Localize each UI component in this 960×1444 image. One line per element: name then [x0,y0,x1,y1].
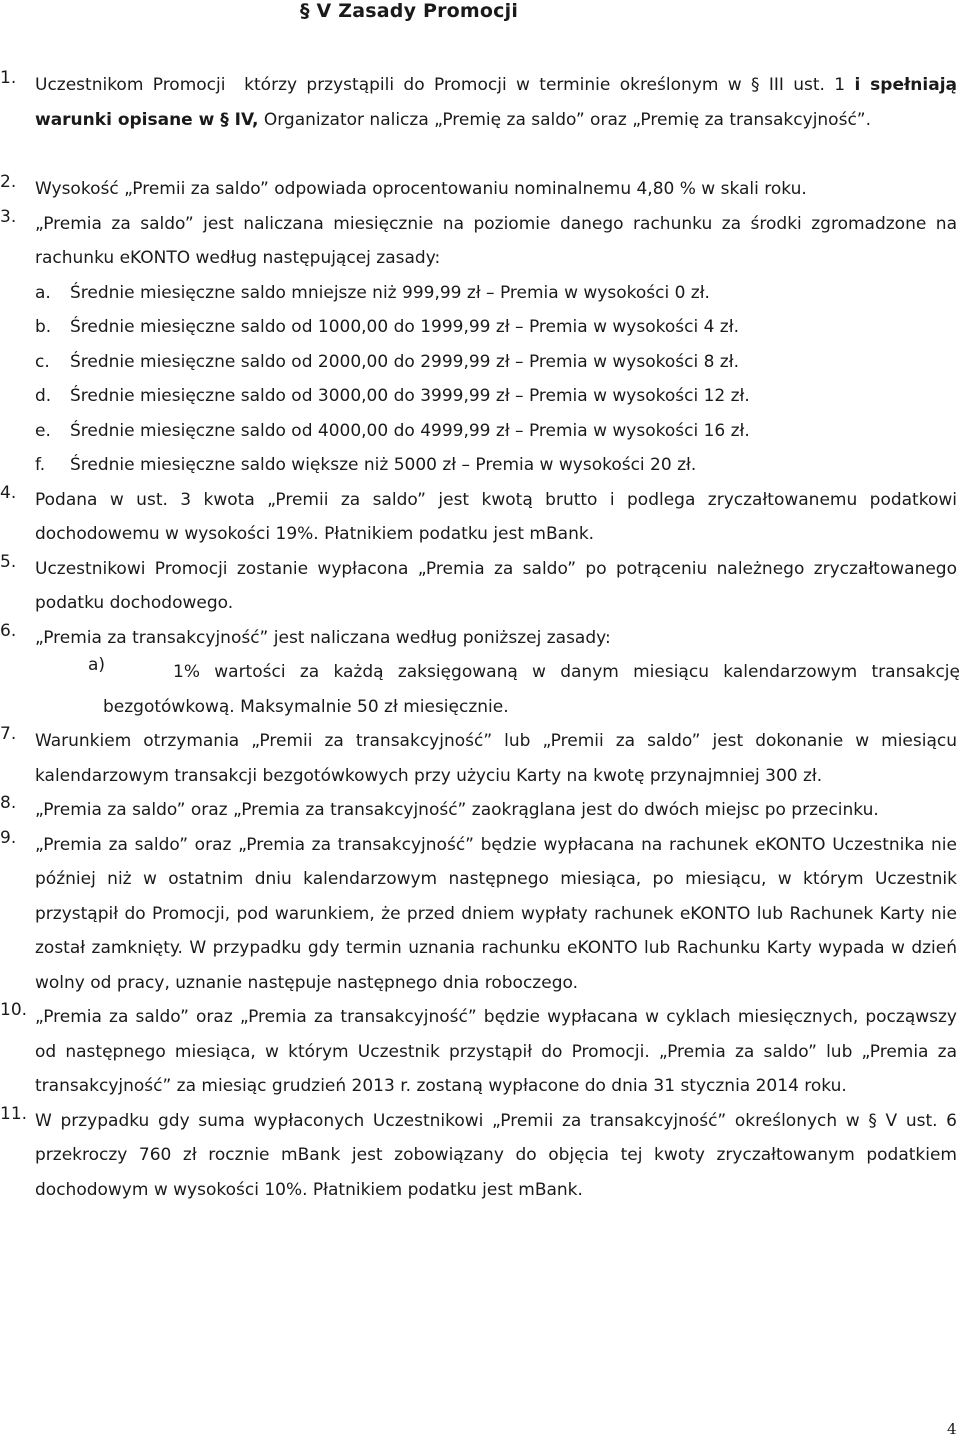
sub-item-text: Średnie miesięczne saldo mniejsze niż 999,99 zł – Premia w wysokości 0 zł. [70,282,710,303]
list-item [0,207,957,276]
item-text: „Premia za saldo” jest naliczana miesięcznie na poziomie danego rachunku za środki zgromadzone na rachunku eKONTO według następującej zasady: [35,213,957,268]
bold-phrase: i spełniają warunki opisane w § IV, [35,75,957,130]
list-item [0,621,957,656]
list-item [0,483,957,552]
item-text: Warunkiem otrzymania „Premii za transakcyjność” lub „Premii za saldo” jest dokonanie w miesiącu kalendarzowym transakcji bezgotówkowych przy użyciu Karty na kwotę przynajmniej 300 zł. [35,731,957,786]
sub-item-text: Średnie miesięczne saldo od 3000,00 do 3999,99 zł – Premia w wysokości 12 zł. [70,386,750,406]
sub-item-text: Średnie miesięczne saldo od 1000,00 do 1999,99 zł – Premia w wysokości 4 zł. [70,317,739,337]
page-number: 4 [947,1420,957,1438]
sub-item-letter: f. [35,455,46,475]
item-number: 10. [0,1000,28,1020]
list-item [0,724,957,793]
sub-item-letter: d. [35,386,52,406]
item-number: 9. [0,827,17,848]
sub-item-letter: c. [35,351,50,372]
item-number: 7. [0,724,17,744]
list-item [0,828,957,1001]
item-text: „Premia za saldo” oraz „Premia za transakcyjność” będzie wypłacana na rachunek eKONTO Uczestnika nie później niż w ostatnim dniu kalendarzowym następnego miesiąca, po miesiącu, w którym Uczestnik przystąpił do Promocji, pod warunkiem, że przed dniem wypłaty rachunek eKONTO lub Rachunek Karty nie został zamknięty. W przypadku gdy termin uznania rachunku eKONTO lub Rachunku Karty wypada w dzień wolny od pracy, uznanie następuje następnego dnia roboczego. [35,834,957,993]
item-number: 5. [0,551,17,572]
list-item [0,552,957,621]
sub-list-item [0,276,960,311]
sub-list-item [0,448,960,483]
sub-item-letter: b. [35,317,52,337]
sub-list-saldo [0,276,960,483]
sub-item-text: Średnie miesięczne saldo od 2000,00 do 2999,99 zł – Premia w wysokości 8 zł. [70,351,739,372]
list-item [0,1104,957,1208]
list-item [0,172,957,207]
sub-item-letter: e. [35,420,51,441]
item-number: 8. [0,793,17,813]
sub-item-text: Średnie miesięczne saldo od 4000,00 do 4999,99 zł – Premia w wysokości 16 zł. [70,420,750,441]
sub-item-letter: a) [88,655,106,675]
item-text: Uczestnikom Promocji którzy przystąpili do Promocji w terminie określonym w § III ust. 1 i spełniają warunki opisane w § IV, Organizator nalicza „Premię za saldo” oraz „Premię za transakcyjność”. [35,75,957,130]
item-number: 6. [0,620,17,641]
item-text: Podana w ust. 3 kwota „Premii za saldo” jest kwotą brutto i podlega zryczałtowanemu podatkowi dochodowemu w wysokości 19%. Płatnikiem podatku jest mBank. [35,489,957,544]
sub-list-item [0,310,960,345]
sub-list-item [0,379,960,414]
list-item [0,1000,957,1104]
item-number: 4. [0,482,17,503]
sub-list-item [0,414,960,449]
item-text: W przypadku gdy suma wypłaconych Uczestnikowi „Premii za transakcyjność” określonych w § V ust. 6 przekroczy 760 zł rocznie mBank jest zobowiązany do objęcia tej kwoty zryczałtowanym podatkiem dochodowym w wysokości 10%. Płatnikiem podatku jest mBank. [35,1110,957,1200]
section-heading: § V Zasady Promocji [300,0,519,22]
item-text: „Premia za saldo” oraz „Premia za transakcyjność” będzie wypłacana w cyklach miesięcznych, począwszy od następnego miesiąca, w którym Uczestnik przystąpił do Promocji. „Premia za saldo” lub „Premia za transakcyjność” za miesiąc grudzień 2013 r. zostaną wypłacone do dnia 31 stycznia 2014 roku. [35,1007,957,1096]
list-item [0,793,957,828]
item-text: Uczestnikowi Promocji zostanie wypłacona „Premia za saldo” po potrąceniu należnego zryczałtowanego podatku dochodowego. [35,558,957,613]
item-text: „Premia za transakcyjność” jest naliczana według poniższej zasady: [35,627,611,648]
sub-item-text: Średnie miesięczne saldo większe niż 5000 zł – Premia w wysokości 20 zł. [70,455,697,475]
item-number: 11. [0,1103,28,1124]
item-number: 1. [0,68,17,88]
rules-list [0,68,960,1207]
sub-item-letter: a. [35,282,51,303]
sub-item-text: 1% wartości za każdą zaksięgowaną w danym miesiącu kalendarzowym transakcję bezgotówkową. Maksymalnie 50 zł miesięcznie. [103,662,960,717]
item-number: 2. [0,172,17,192]
item-number: 3. [0,206,17,227]
sub-list-transakcyjnosc [0,655,960,724]
item-text: Wysokość „Premii za saldo” odpowiada oprocentowaniu nominalnemu 4,80 % w skali roku. [35,179,807,199]
sub-list-item [0,345,960,380]
item-text: „Premia za saldo” oraz „Premia za transakcyjność” zaokrąglana jest do dwóch miejsc po przecinku. [35,800,879,820]
list-item [0,68,957,172]
